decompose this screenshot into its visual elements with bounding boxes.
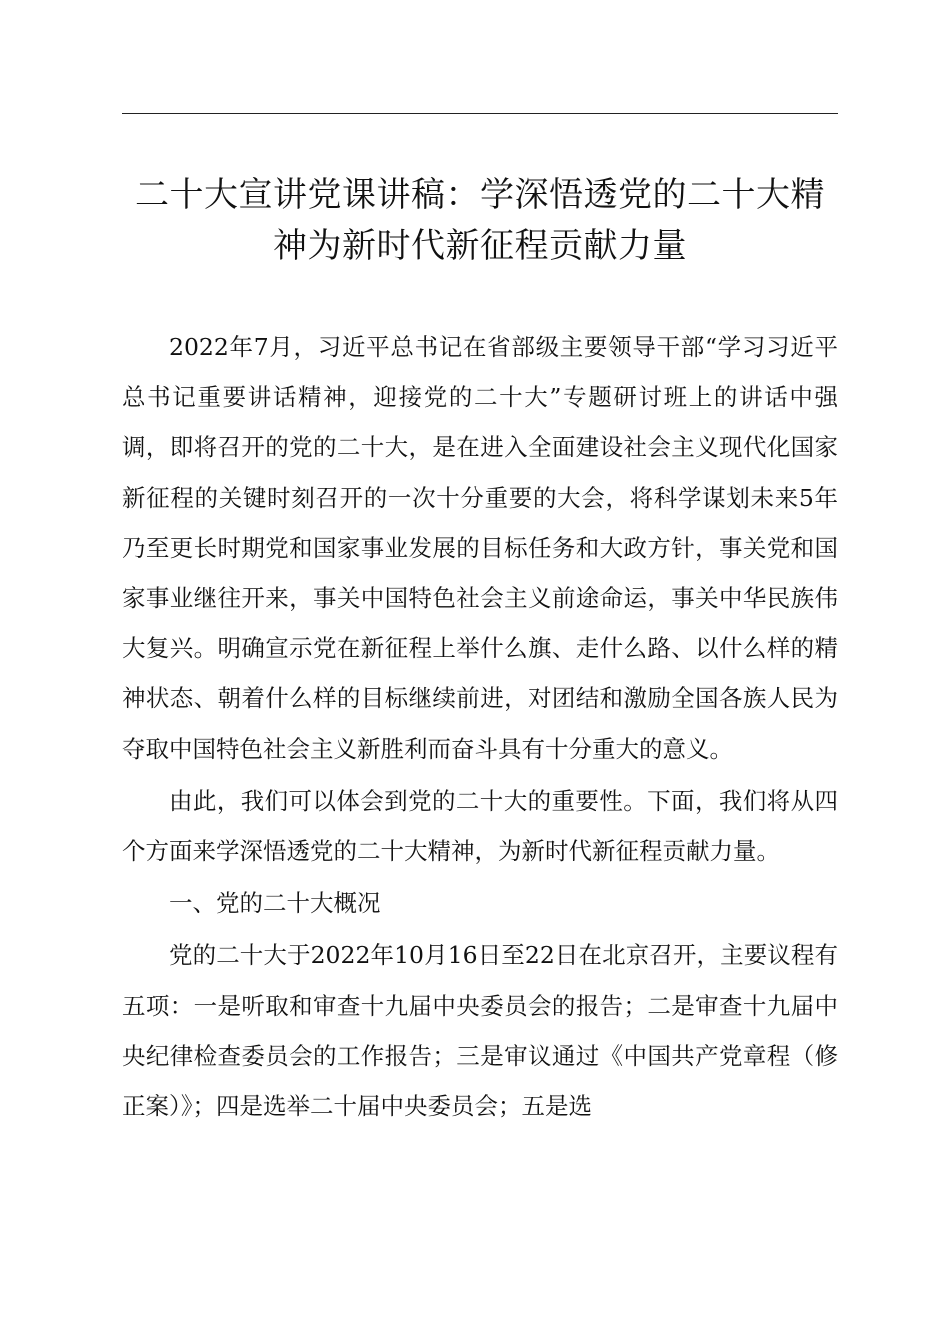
section-heading-1: 一、党的二十大概况 <box>169 889 381 918</box>
document-title: 二十大宣讲党课讲稿：学深悟透党的二十大精神为新时代新征程贡献力量 <box>135 175 825 266</box>
document-body <box>122 322 838 1133</box>
paragraph-section-1: 党的二十大于2022年10月16日至22日在北京召开，主要议程有五项：一是听取和审查十九届中央委员会的报告；二是审查十九届中央纪律检查委员会的工作报告；三是审议通过《中国共产党章程（修正案）》；四是选举二十届中央委员会；五是选 <box>122 941 838 1121</box>
paragraph-transition: 由此，我们可以体会到党的二十大的重要性。下面，我们将从四个方面来学深悟透党的二十大精神，为新时代新征程贡献力量。 <box>122 786 838 866</box>
paragraph-intro: 2022年7月，习近平总书记在省部级主要领导干部“学习习近平总书记重要讲话精神，迎接党的二十大”专题研讨班上的讲话中强调，即将召开的党的二十大，是在进入全面建设社会主义现代化国家新征程的关键时刻召开的一次十分重要的大会，将科学谋划未来5年乃至更长时期党和国家事业发展的目标任务和大政方针，事关党和国家事业继往开来，事关中国特色社会主义前途命运，事关中华民族伟大复兴。明确宣示党在新征程上举什么旗、走什么路、以什么样的精神状态、朝着什么样的目标继续前进，对团结和激励全国各族人民为夺取中国特色社会主义新胜利而奋斗具有十分重大的意义。 <box>122 333 838 763</box>
header-rule <box>122 113 838 114</box>
